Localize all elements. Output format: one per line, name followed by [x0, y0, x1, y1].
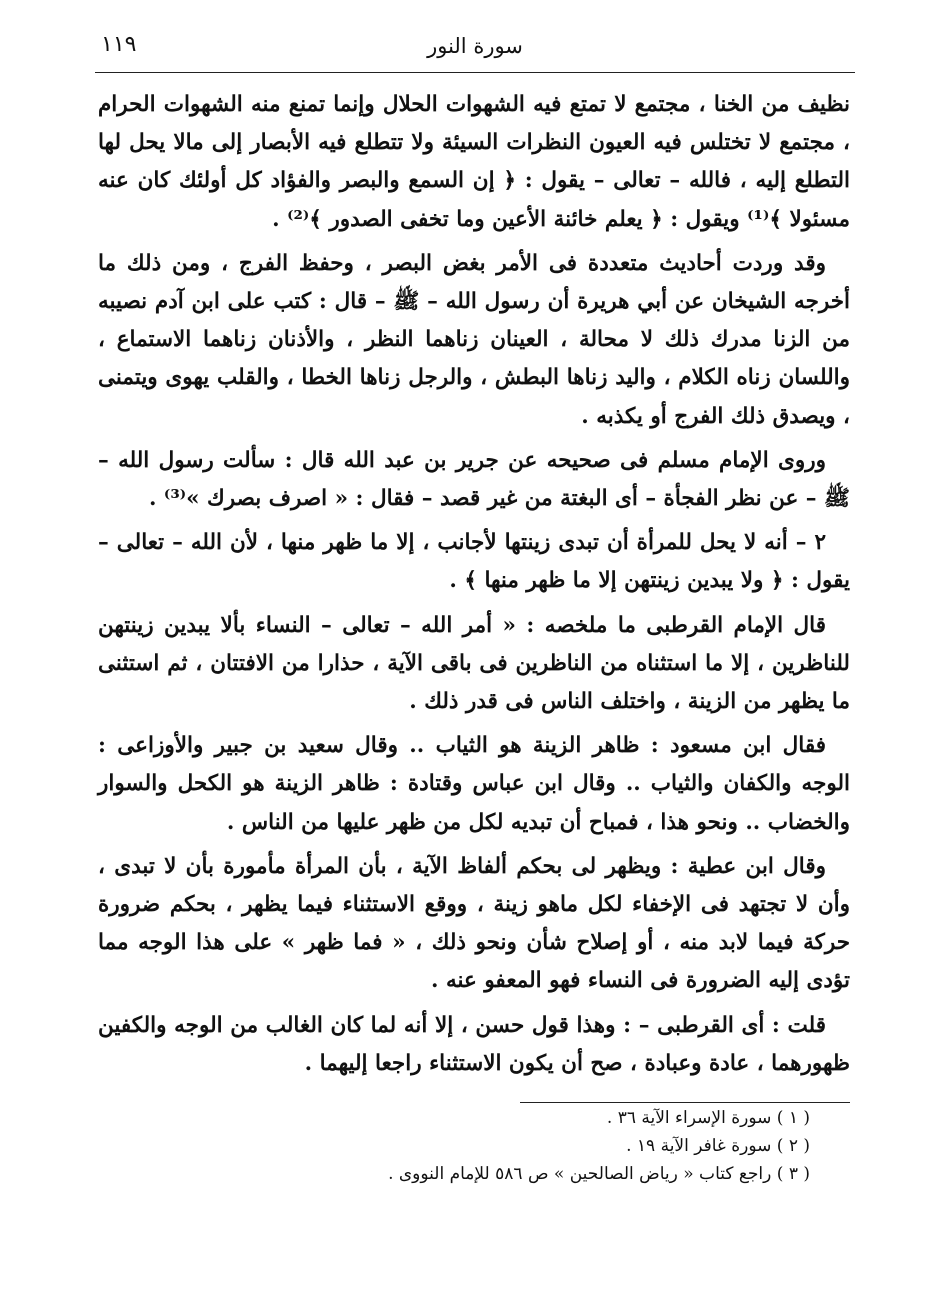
running-title: سورة النور — [427, 34, 523, 58]
footnote-3: ( ٣ ) راجع كتاب « رياض الصالحين » ص ٥٨٦ للإمام النووى . — [388, 1164, 810, 1184]
paragraph-8: قلت : أى القرطبى – : وهذا قول حسن ، إلا أنه لما كان الغالب من الوجه والكفين ظهورهما ، عادة وعبادة ، صح أن يكون الاستثناء راجعا إليهما . — [98, 1012, 850, 1076]
footnote-2: ( ٢ ) سورة غافر الآية ١٩ . — [626, 1136, 810, 1156]
paragraph-3: وروى الإمام مسلم فى صحيحه عن جرير بن عبد الله قال : سألت رسول الله – ﷺ – عن نظر الفجأة – أى البغتة من غير قصد – فقال : « اصرف بصرك »⁽³⁾ . — [98, 447, 850, 512]
paragraph-4: ٢ – أنه لا يحل للمرأة أن تبدى زينتها لأجانب ، إلا ما ظهر منها ، لأن الله – تعالى – يقول : ﴿ ولا يبدين زينتهن إلا ما ظهر منها ﴾ . — [98, 530, 850, 594]
footnote-1: ( ١ ) سورة الإسراء الآية ٣٦ . — [606, 1108, 810, 1128]
paragraph-6: فقال ابن مسعود : ظاهر الزينة هو الثياب .. وقال سعيد بن جبير والأوزاعى : الوجه والكفان والثياب .. وقال ابن عباس وقتادة : ظاهر الزينة هو الكحل والسوار والخضاب .. ونحو هذا ، فمباح أن تبديه لكل من ظهر عليها من الناس . — [98, 733, 850, 835]
header-divider — [95, 72, 855, 73]
paragraph-2: وقد وردت أحاديث متعددة فى الأمر بغض البصر ، وحفظ الفرج ، ومن ذلك ما أخرجه الشيخان عن أبي هريرة أن رسول الله – ﷺ – قال : كتب على ابن آدم نصيبه من الزنا مدرك ذلك لا محالة ، العينان زناهما النظر ، والأذنان زناهما الاستماع ، واللسان زناه الكلام ، واليد زناها البطش ، والرجل زناها الخطا ، والقلب يهوى ويتمنى ، ويصدق ذلك الفرج أو يكذبه . — [98, 250, 850, 429]
page-number: ١١٩ — [101, 32, 137, 57]
page-header — [95, 30, 855, 70]
main-text — [98, 86, 850, 1089]
paragraph-5: قال الإمام القرطبى ما ملخصه : « أمر الله – تعالى – النساء بألا يبدين زينتهن للناظرين ، إلا ما استثناه من الناظرين فى باقى الآية ، حذارا من الافتتان ، ثم استثنى ما يظهر من الزينة ، واختلف الناس فى قدر ذلك . — [98, 612, 850, 715]
paragraph-7: وقال ابن عطية : ويظهر لى بحكم ألفاظ الآية ، بأن المرأة مأمورة بأن لا تبدى ، وأن لا تجتهد فى الإخفاء لكل ماهو زينة ، ووقع الاستثناء فيما يظهر ، بحكم ضرورة حركة فيما لابد منه ، أو إصلاح شأن ونحو ذلك ، « فما ظهر » على هذا الوجه مما تؤدى إليه الضرورة فى النساء فهو المعفو عنه . — [98, 853, 850, 994]
paragraph-1: نظيف من الخنا ، مجتمع لا تمتع فيه الشهوات الحلال وإنما تمنع منه الشهوات الحرام ، مجتمع لا تختلس فيه العيون النظرات السيئة ولا تتطلع فيه الأبصار إلى مالا يحل لها التطلع إليه ، فالله – تعالى – يقول : ﴿ إن السمع والبصر والفؤاد كل أولئك كان عنه مسئولا ﴾⁽¹⁾ ويقول : ﴿ يعلم خائنة الأعين وما تخفى الصدور ﴾⁽²⁾ . — [98, 92, 850, 232]
footnote-divider — [520, 1102, 850, 1103]
footnotes — [98, 1104, 810, 1188]
